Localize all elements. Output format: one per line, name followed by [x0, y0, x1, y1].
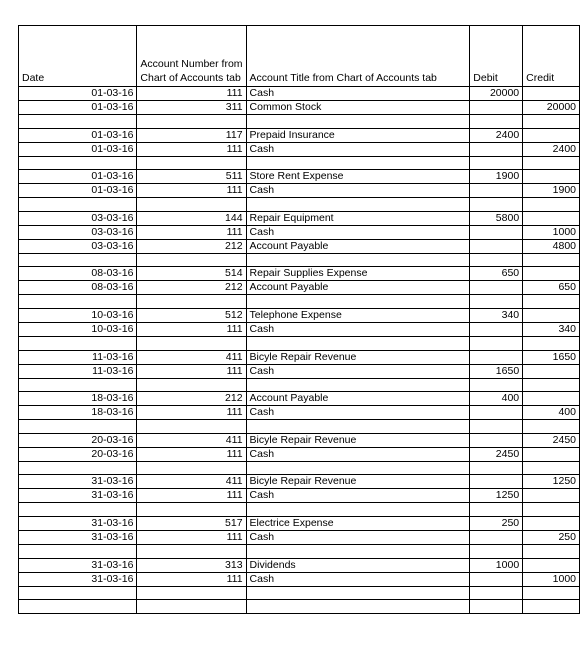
credit-cell[interactable]: 650	[523, 281, 580, 295]
date-cell[interactable]: 11-03-16	[19, 364, 137, 378]
debit-cell[interactable]	[470, 350, 523, 364]
date-cell[interactable]: 20-03-16	[19, 433, 137, 447]
account-number-cell[interactable]	[137, 420, 246, 434]
account-number-cell[interactable]: 313	[137, 558, 246, 572]
journal-row	[19, 406, 580, 420]
account-title-cell[interactable]	[246, 115, 470, 129]
date-cell[interactable]	[19, 156, 137, 170]
account-title-cell[interactable]: Cash	[246, 322, 470, 336]
credit-cell[interactable]	[523, 198, 580, 212]
account-title-cell[interactable]	[246, 295, 470, 309]
credit-cell[interactable]	[523, 516, 580, 530]
journal-row	[19, 322, 580, 336]
debit-cell[interactable]	[470, 420, 523, 434]
date-cell[interactable]: 08-03-16	[19, 267, 137, 281]
account-number-cell[interactable]: 111	[137, 322, 246, 336]
account-number-cell[interactable]: 517	[137, 516, 246, 530]
debit-cell[interactable]	[470, 115, 523, 129]
credit-cell[interactable]	[523, 128, 580, 142]
account-number-cell[interactable]	[137, 503, 246, 517]
account-title-cell[interactable]: Cash	[246, 142, 470, 156]
account-title-cell[interactable]: Repair Supplies Expense	[246, 267, 470, 281]
date-cell[interactable]: 11-03-16	[19, 350, 137, 364]
debit-cell[interactable]: 2450	[470, 447, 523, 461]
date-cell[interactable]	[19, 378, 137, 392]
account-title-cell[interactable]: Cash	[246, 447, 470, 461]
journal-row	[19, 253, 580, 267]
debit-cell[interactable]: 1900	[470, 170, 523, 184]
debit-cell[interactable]	[470, 572, 523, 586]
header-account-title[interactable]: Account Title from Chart of Accounts tab	[246, 26, 470, 87]
journal-row	[19, 267, 580, 281]
account-title-cell[interactable]: Repair Equipment	[246, 211, 470, 225]
journal-table	[18, 25, 580, 614]
account-number-cell[interactable]: 111	[137, 364, 246, 378]
credit-cell[interactable]	[523, 364, 580, 378]
date-cell[interactable]: 18-03-16	[19, 406, 137, 420]
journal-row	[19, 142, 580, 156]
journal-row	[19, 530, 580, 544]
date-cell[interactable]	[19, 503, 137, 517]
account-number-cell[interactable]: 514	[137, 267, 246, 281]
account-title-cell[interactable]	[246, 420, 470, 434]
header-date[interactable]: Date	[19, 26, 137, 87]
account-number-cell[interactable]: 111	[137, 572, 246, 586]
journal-row	[19, 350, 580, 364]
account-title-cell[interactable]: Account Payable	[246, 239, 470, 253]
account-title-cell[interactable]: Cash	[246, 87, 470, 101]
account-number-cell[interactable]	[137, 295, 246, 309]
account-title-cell[interactable]	[246, 600, 470, 614]
account-title-cell[interactable]: Cash	[246, 184, 470, 198]
journal-row	[19, 211, 580, 225]
credit-cell[interactable]: 1650	[523, 350, 580, 364]
account-title-cell[interactable]: Cash	[246, 489, 470, 503]
date-cell[interactable]: 18-03-16	[19, 392, 137, 406]
account-title-cell[interactable]: Account Payable	[246, 281, 470, 295]
credit-cell[interactable]: 1250	[523, 475, 580, 489]
account-title-cell[interactable]: Bicyle Repair Revenue	[246, 350, 470, 364]
credit-cell[interactable]	[523, 558, 580, 572]
account-number-cell[interactable]: 411	[137, 475, 246, 489]
account-title-cell[interactable]: Dividends	[246, 558, 470, 572]
debit-cell[interactable]	[470, 101, 523, 115]
credit-cell[interactable]	[523, 253, 580, 267]
account-number-cell[interactable]	[137, 198, 246, 212]
account-number-cell[interactable]: 111	[137, 530, 246, 544]
account-title-cell[interactable]	[246, 586, 470, 600]
debit-cell[interactable]	[470, 225, 523, 239]
credit-cell[interactable]	[523, 336, 580, 350]
journal-row	[19, 239, 580, 253]
date-cell[interactable]: 31-03-16	[19, 572, 137, 586]
journal-row	[19, 433, 580, 447]
date-cell[interactable]	[19, 600, 137, 614]
journal-row	[19, 128, 580, 142]
credit-cell[interactable]: 1000	[523, 572, 580, 586]
account-number-cell[interactable]: 111	[137, 489, 246, 503]
debit-cell[interactable]	[470, 184, 523, 198]
account-number-cell[interactable]: 212	[137, 239, 246, 253]
account-number-cell[interactable]	[137, 586, 246, 600]
account-number-cell[interactable]: 144	[137, 211, 246, 225]
journal-row	[19, 378, 580, 392]
account-title-cell[interactable]: Store Rent Expense	[246, 170, 470, 184]
account-title-cell[interactable]	[246, 253, 470, 267]
debit-cell[interactable]	[470, 336, 523, 350]
journal-row	[19, 447, 580, 461]
date-cell[interactable]	[19, 253, 137, 267]
debit-cell[interactable]	[470, 461, 523, 475]
journal-row	[19, 156, 580, 170]
credit-cell[interactable]	[523, 600, 580, 614]
journal-row	[19, 115, 580, 129]
account-title-cell[interactable]: Cash	[246, 225, 470, 239]
journal-row	[19, 184, 580, 198]
date-cell[interactable]: 01-03-16	[19, 170, 137, 184]
debit-cell[interactable]	[470, 406, 523, 420]
credit-cell[interactable]	[523, 170, 580, 184]
date-cell[interactable]: 10-03-16	[19, 322, 137, 336]
account-number-cell[interactable]: 311	[137, 101, 246, 115]
date-cell[interactable]: 03-03-16	[19, 239, 137, 253]
debit-cell[interactable]	[470, 378, 523, 392]
credit-cell[interactable]: 4800	[523, 239, 580, 253]
account-number-cell[interactable]: 117	[137, 128, 246, 142]
credit-cell[interactable]	[523, 156, 580, 170]
credit-cell[interactable]: 1900	[523, 184, 580, 198]
debit-cell[interactable]: 2400	[470, 128, 523, 142]
debit-cell[interactable]	[470, 586, 523, 600]
header-credit[interactable]: Credit	[523, 26, 580, 87]
date-cell[interactable]: 31-03-16	[19, 530, 137, 544]
journal-row	[19, 475, 580, 489]
date-cell[interactable]: 31-03-16	[19, 475, 137, 489]
journal-row	[19, 461, 580, 475]
debit-cell[interactable]: 400	[470, 392, 523, 406]
debit-cell[interactable]: 5800	[470, 211, 523, 225]
account-title-cell[interactable]: Electrice Expense	[246, 516, 470, 530]
credit-cell[interactable]	[523, 378, 580, 392]
account-title-cell[interactable]: Cash	[246, 364, 470, 378]
credit-cell[interactable]	[523, 115, 580, 129]
credit-cell[interactable]	[523, 308, 580, 322]
journal-row	[19, 198, 580, 212]
account-number-cell[interactable]	[137, 115, 246, 129]
credit-cell[interactable]: 2450	[523, 433, 580, 447]
journal-row	[19, 420, 580, 434]
date-cell[interactable]: 01-03-16	[19, 184, 137, 198]
account-title-cell[interactable]: Telephone Expense	[246, 308, 470, 322]
account-title-cell[interactable]	[246, 461, 470, 475]
credit-cell[interactable]	[523, 544, 580, 558]
account-number-cell[interactable]	[137, 378, 246, 392]
debit-cell[interactable]	[470, 475, 523, 489]
account-number-cell[interactable]	[137, 156, 246, 170]
date-cell[interactable]	[19, 544, 137, 558]
credit-cell[interactable]: 2400	[523, 142, 580, 156]
date-cell[interactable]: 03-03-16	[19, 225, 137, 239]
account-number-cell[interactable]	[137, 461, 246, 475]
credit-cell[interactable]: 20000	[523, 101, 580, 115]
journal-row	[19, 225, 580, 239]
date-cell[interactable]: 31-03-16	[19, 489, 137, 503]
credit-cell[interactable]: 250	[523, 530, 580, 544]
credit-cell[interactable]	[523, 420, 580, 434]
journal-row	[19, 572, 580, 586]
journal-sheet	[18, 25, 580, 614]
date-cell[interactable]	[19, 336, 137, 350]
date-cell[interactable]	[19, 198, 137, 212]
credit-cell[interactable]	[523, 211, 580, 225]
journal-row	[19, 586, 580, 600]
date-cell[interactable]: 31-03-16	[19, 516, 137, 530]
debit-cell[interactable]	[470, 239, 523, 253]
credit-cell[interactable]	[523, 503, 580, 517]
account-number-cell[interactable]	[137, 600, 246, 614]
account-title-cell[interactable]: Prepaid Insurance	[246, 128, 470, 142]
account-number-cell[interactable]: 411	[137, 350, 246, 364]
account-number-cell[interactable]: 111	[137, 225, 246, 239]
journal-row	[19, 489, 580, 503]
journal-row	[19, 336, 580, 350]
date-cell[interactable]: 01-03-16	[19, 101, 137, 115]
date-cell[interactable]: 01-03-16	[19, 142, 137, 156]
account-number-cell[interactable]: 111	[137, 447, 246, 461]
account-number-cell[interactable]: 212	[137, 392, 246, 406]
date-cell[interactable]	[19, 115, 137, 129]
debit-cell[interactable]	[470, 142, 523, 156]
debit-cell[interactable]: 1250	[470, 489, 523, 503]
debit-cell[interactable]	[470, 253, 523, 267]
debit-cell[interactable]	[470, 322, 523, 336]
account-number-cell[interactable]: 512	[137, 308, 246, 322]
debit-cell[interactable]	[470, 281, 523, 295]
account-number-cell[interactable]: 212	[137, 281, 246, 295]
account-number-cell[interactable]	[137, 544, 246, 558]
debit-cell[interactable]	[470, 156, 523, 170]
account-title-cell[interactable]: Cash	[246, 572, 470, 586]
account-title-cell[interactable]: Bicyle Repair Revenue	[246, 433, 470, 447]
journal-row	[19, 170, 580, 184]
journal-row	[19, 392, 580, 406]
date-cell[interactable]: 31-03-16	[19, 558, 137, 572]
account-title-cell[interactable]: Bicyle Repair Revenue	[246, 475, 470, 489]
date-cell[interactable]: 01-03-16	[19, 128, 137, 142]
account-number-cell[interactable]	[137, 336, 246, 350]
account-number-cell[interactable]: 111	[137, 406, 246, 420]
journal-row	[19, 516, 580, 530]
journal-row	[19, 101, 580, 115]
journal-row	[19, 364, 580, 378]
account-title-cell[interactable]	[246, 156, 470, 170]
debit-cell[interactable]	[470, 530, 523, 544]
account-title-cell[interactable]: Account Payable	[246, 392, 470, 406]
journal-row	[19, 308, 580, 322]
date-cell[interactable]	[19, 295, 137, 309]
credit-cell[interactable]: 340	[523, 322, 580, 336]
account-number-cell[interactable]	[137, 253, 246, 267]
account-title-cell[interactable]	[246, 503, 470, 517]
credit-cell[interactable]	[523, 295, 580, 309]
header-debit[interactable]: Debit	[470, 26, 523, 87]
date-cell[interactable]: 08-03-16	[19, 281, 137, 295]
account-title-cell[interactable]	[246, 336, 470, 350]
header-row	[19, 26, 580, 87]
debit-cell[interactable]: 650	[470, 267, 523, 281]
debit-cell[interactable]	[470, 544, 523, 558]
credit-cell[interactable]: 400	[523, 406, 580, 420]
debit-cell[interactable]: 250	[470, 516, 523, 530]
journal-row	[19, 600, 580, 614]
journal-row	[19, 87, 580, 101]
journal-row	[19, 544, 580, 558]
account-title-cell[interactable]	[246, 198, 470, 212]
debit-cell[interactable]: 1000	[470, 558, 523, 572]
header-account-number[interactable]: Account Number from Chart of Accounts tab	[137, 26, 246, 87]
account-number-cell[interactable]: 411	[137, 433, 246, 447]
account-title-cell[interactable]: Cash	[246, 406, 470, 420]
date-cell[interactable]: 10-03-16	[19, 308, 137, 322]
debit-cell[interactable]	[470, 503, 523, 517]
account-number-cell[interactable]: 111	[137, 142, 246, 156]
credit-cell[interactable]: 1000	[523, 225, 580, 239]
date-cell[interactable]	[19, 420, 137, 434]
debit-cell[interactable]	[470, 433, 523, 447]
journal-row	[19, 281, 580, 295]
debit-cell[interactable]: 20000	[470, 87, 523, 101]
credit-cell[interactable]	[523, 461, 580, 475]
credit-cell[interactable]	[523, 489, 580, 503]
debit-cell[interactable]: 340	[470, 308, 523, 322]
date-cell[interactable]: 01-03-16	[19, 87, 137, 101]
account-title-cell[interactable]: Common Stock	[246, 101, 470, 115]
credit-cell[interactable]	[523, 267, 580, 281]
journal-row	[19, 295, 580, 309]
account-title-cell[interactable]	[246, 378, 470, 392]
debit-cell[interactable]	[470, 295, 523, 309]
credit-cell[interactable]	[523, 447, 580, 461]
journal-row	[19, 558, 580, 572]
credit-cell[interactable]	[523, 586, 580, 600]
debit-cell[interactable]	[470, 600, 523, 614]
account-number-cell[interactable]: 511	[137, 170, 246, 184]
debit-cell[interactable]	[470, 198, 523, 212]
account-title-cell[interactable]	[246, 544, 470, 558]
account-number-cell[interactable]: 111	[137, 87, 246, 101]
debit-cell[interactable]: 1650	[470, 364, 523, 378]
date-cell[interactable]: 20-03-16	[19, 447, 137, 461]
credit-cell[interactable]	[523, 392, 580, 406]
date-cell[interactable]	[19, 586, 137, 600]
date-cell[interactable]: 03-03-16	[19, 211, 137, 225]
journal-row	[19, 503, 580, 517]
date-cell[interactable]	[19, 461, 137, 475]
credit-cell[interactable]	[523, 87, 580, 101]
account-number-cell[interactable]: 111	[137, 184, 246, 198]
account-title-cell[interactable]: Cash	[246, 530, 470, 544]
